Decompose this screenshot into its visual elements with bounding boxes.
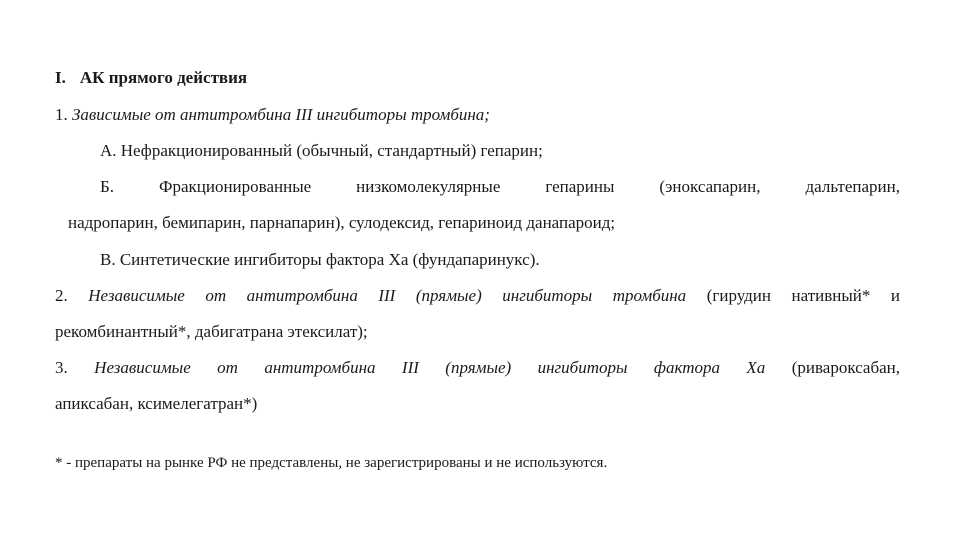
section-heading xyxy=(55,68,247,88)
item-2-rest-text: (гирудин нативный* и xyxy=(706,286,900,305)
list-item-1 xyxy=(55,105,490,125)
sub-item-a: А. Нефракционированный (обычный, стандартный) гепарин; xyxy=(100,141,543,160)
sub-item-v: В. Синтетические ингибиторы фактора Ха (фундапаринукс). xyxy=(100,250,540,269)
sub-item-b-line-1: Б. Фракционированные низкомолекулярные гепарины (эноксапарин, дальтепарин, xyxy=(100,177,900,196)
sub-item-b-line-2: надропарин, бемипарин, парнапарин), сулодексид, гепариноид данапароид; xyxy=(68,213,616,232)
list-item-2-line-2: рекомбинантный*, дабигатрана этексилат); xyxy=(55,322,368,341)
item-3-number: 3. xyxy=(55,358,68,377)
item-3-italic-text: Независимые от антитромбина III (прямые) ингибиторы фактора Ха xyxy=(94,358,766,377)
item-2-italic-text: Независимые от антитромбина III (прямые) ингибиторы тромбина xyxy=(88,286,687,305)
item-1-text: Зависимые от антитромбина III ингибиторы тромбина; xyxy=(72,105,490,124)
item-3-rest-text: (ривароксабан, xyxy=(791,358,900,377)
item-1-number: 1. xyxy=(55,105,68,124)
heading-roman-numeral: I. xyxy=(55,68,66,87)
list-item-3-line-2: апиксабан, ксимелегатран*) xyxy=(55,394,258,413)
heading-title: АК прямого действия xyxy=(79,68,248,87)
footnote: * - препараты на рынке РФ не представлены, не зарегистрированы и не используются. xyxy=(55,455,608,471)
item-2-number: 2. xyxy=(55,286,68,305)
list-item-2-line-1 xyxy=(55,286,900,306)
list-item-3-line-1 xyxy=(55,358,900,378)
